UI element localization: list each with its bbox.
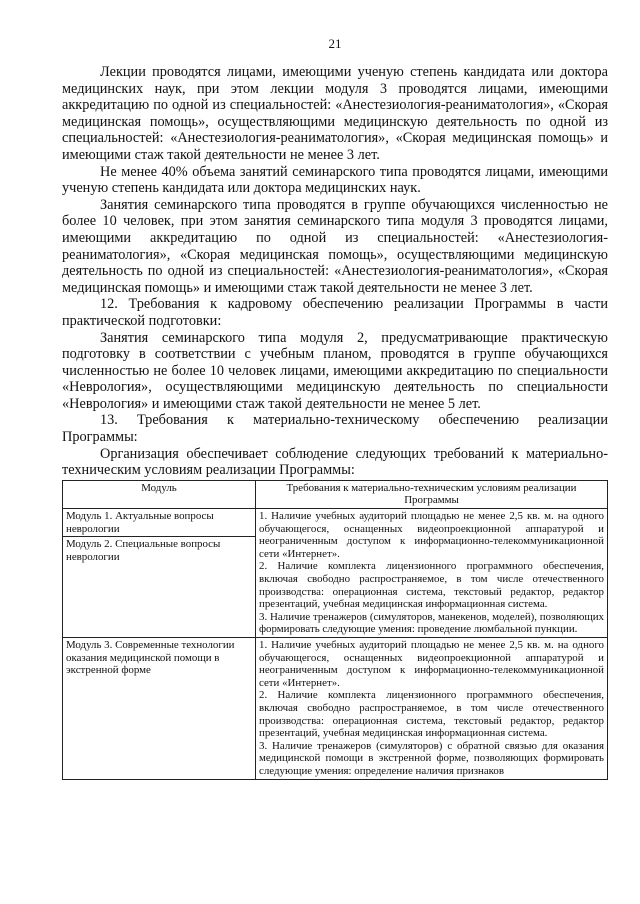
paragraph-seminar-share: Не менее 40% объема занятий семинарского типа проводятся лицами, имеющими ученую степень кандидата или доктора медицинских наук. [62, 163, 608, 197]
module-cell [63, 637, 256, 779]
requirements-table [62, 480, 608, 780]
requirement-item: 2. Наличие комплекта лицензионного программного обеспечения, включая свободно распространяемое, в том числе отечественного производства: операционная система, текстовый редактор, редактор презентаций, учебная медицинская информационная система. [259, 689, 604, 740]
header-module: Модуль [63, 480, 256, 508]
module-name: Модуль 2. Специальные вопросы неврологии [63, 536, 255, 563]
requirement-item: 3. Наличие тренажеров (симуляторов, манекенов, моделей), позволяющих формировать следующие умения: проведение люмбальной пункции. [259, 610, 604, 636]
requirement-item: 2. Наличие комплекта лицензионного программного обеспечения, включая свободно распространяемое, в том числе отечественного производства: операционная система, текстовый редактор, редактор презентаций, учебная медицинская информационная система. [259, 560, 604, 611]
table-row [63, 509, 608, 638]
section-12-heading: 12. Требования к кадровому обеспечению реализации Программы в части практической подготовки: [62, 296, 608, 329]
table-row [63, 637, 608, 779]
module-name: Модуль 3. Современные технологии оказания медицинской помощи в экстренной форме [66, 638, 235, 677]
paragraph-organization-requirements: Организация обеспечивает соблюдение следующих требований к материально-техническим условиям реализации Программы: [62, 445, 608, 479]
requirements-cell [256, 509, 608, 638]
paragraph-practical-training: Занятия семинарского типа модуля 2, предусматривающие практическую подготовку в соответствии с учебным планом, проводятся в группе обучающихся численностью не более 10 человек лицами, имеющими аккредитацию по специальности «Неврология», осуществляющими медицинскую деятельность по специальности «Неврология» и имеющими стаж такой деятельности не менее 5 лет. [62, 329, 608, 412]
table-header-row [63, 480, 608, 508]
page-number: 21 [328, 36, 342, 51]
module-name: Модуль 1. Актуальные вопросы неврологии [66, 510, 214, 535]
paragraph-seminar-groups: Занятия семинарского типа проводятся в группе обучающихся численностью не более 10 человек, при этом занятия семинарского типа модуля 3 проводятся лицами, имеющими аккредитацию по одной из специальностей: «Анестезиология-реаниматология», «Скорая медицинская помощь», осуществляющими медицинскую деятельность по одной из специальностей: «Анестезиология-реаниматология», «Скорая медицинская помощь» и имеющими стаж такой деятельности не менее 3 лет. [62, 196, 608, 296]
section-13-heading: 13. Требования к материально-техническому обеспечению реализации Программы: [62, 412, 608, 446]
requirement-item: 1. Наличие учебных аудиторий площадью не менее 2,5 кв. м. на одного обучающегося, оснащенных видеопроекционной аппаратурой и неограниченным доступом к информационно-телекоммуникационной сети «Интернет». [259, 510, 604, 560]
module-cell [63, 509, 256, 638]
requirements-cell [256, 637, 608, 779]
requirement-item: 3. Наличие тренажеров (симуляторов) с обратной связью для оказания медицинской помощи в экстренной форме, позволяющих формировать следующие умения: определение наличия признаков [259, 739, 604, 777]
paragraph-lectures: Лекции проводятся лицами, имеющими ученую степень кандидата или доктора медицинских наук, при этом лекции модуля 3 проводятся лицами, имеющими аккредитацию по одной из специальностей: «Анестезиология-реаниматология», «Скорая медицинская помощь», осуществляющими медицинскую деятельность по одной из специальностей: «Анестезиология-реаниматология», «Скорая медицинская помощь» и имеющими стаж такой деятельности не менее 3 лет. [62, 64, 608, 163]
header-requirements: Требования к материально-техническим условиям реализации Программы [256, 480, 608, 508]
requirement-item: 1. Наличие учебных аудиторий площадью не менее 2,5 кв. м. на одного обучающегося, оснащенных видеопроекционной аппаратурой и неограниченным доступом к информационно-телекоммуникационной сети «Интернет». [259, 638, 604, 689]
